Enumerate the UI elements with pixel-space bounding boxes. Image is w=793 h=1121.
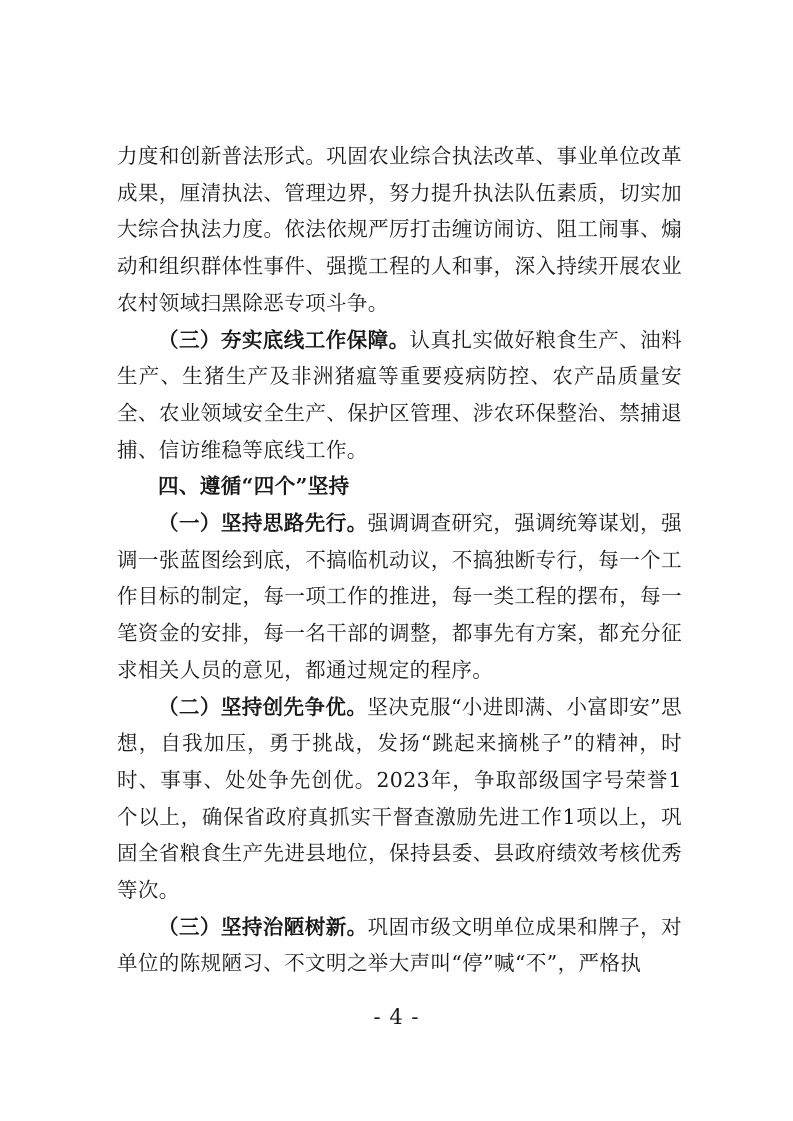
paragraph-text: 坚决克服“小进即满、小富即安”思想，自我加压，勇于挑战，发扬“跳起来摘桃子”的精神，时时、事事、处处争先创优。2023年，争取部级国字号荣誉1个以上，确保省政府真抓实干督查激励先进工作1项以上，巩固全省粮食生产先进县地位，保持县委、县政府绩效考核优秀等次。 xyxy=(117,694,682,903)
paragraph-lead: （三）夯实底线工作保障。 xyxy=(158,327,410,352)
page-number: - 4 - xyxy=(373,1005,420,1029)
paragraph-text: 认真扎实做好粮食生产、油料生产、生猪生产及非洲猪瘟等重要疫病防控、农产品质量安全、农业领域安全生产、保护区管理、涉农环保整治、禁捕退捕、信访维稳等底线工作。 xyxy=(117,327,682,462)
section-heading: 四、遵循“四个”坚持 xyxy=(158,474,350,499)
paragraph-lead: （一）坚持思路先行。 xyxy=(158,511,368,536)
document-body xyxy=(117,138,682,982)
paragraph-lead: （三）坚持治陋树新。 xyxy=(158,914,368,939)
paragraph-text: 巩固市级文明单位成果和牌子，对单位的陈规陋习、不文明之举大声叫“停”喊“不”，严格执 xyxy=(117,914,682,976)
paragraph-lead: （二）坚持创先争优。 xyxy=(158,694,368,719)
paragraph-strive-excellence xyxy=(117,689,682,909)
paragraph-continuation xyxy=(117,138,682,322)
paragraph-reform-habits xyxy=(117,909,682,982)
paragraph-text: 强调调查研究，强调统筹谋划，强调一张蓝图绘到底，不搞临机动议，不搞独断专行，每一个工作目标的制定，每一项工作的推进，每一类工程的摆布，每一笔资金的安排，每一名干部的调整，都事先有方案，都充分征求相关人员的意见，都通过规定的程序。 xyxy=(117,511,682,682)
paragraph-bottom-line-guarantee xyxy=(117,322,682,469)
paragraph-text: 力度和创新普法形式。巩固农业综合执法改革、事业单位改革成果，厘清执法、管理边界，努力提升执法队伍素质，切实加大综合执法力度。依法依规严厉打击缠访闹访、阻工闹事、煽动和组织群体性事件、强揽工程的人和事，深入持续开展农业农村领域扫黑除恶专项斗争。 xyxy=(117,144,682,315)
paragraph-thinking-first xyxy=(117,505,682,689)
